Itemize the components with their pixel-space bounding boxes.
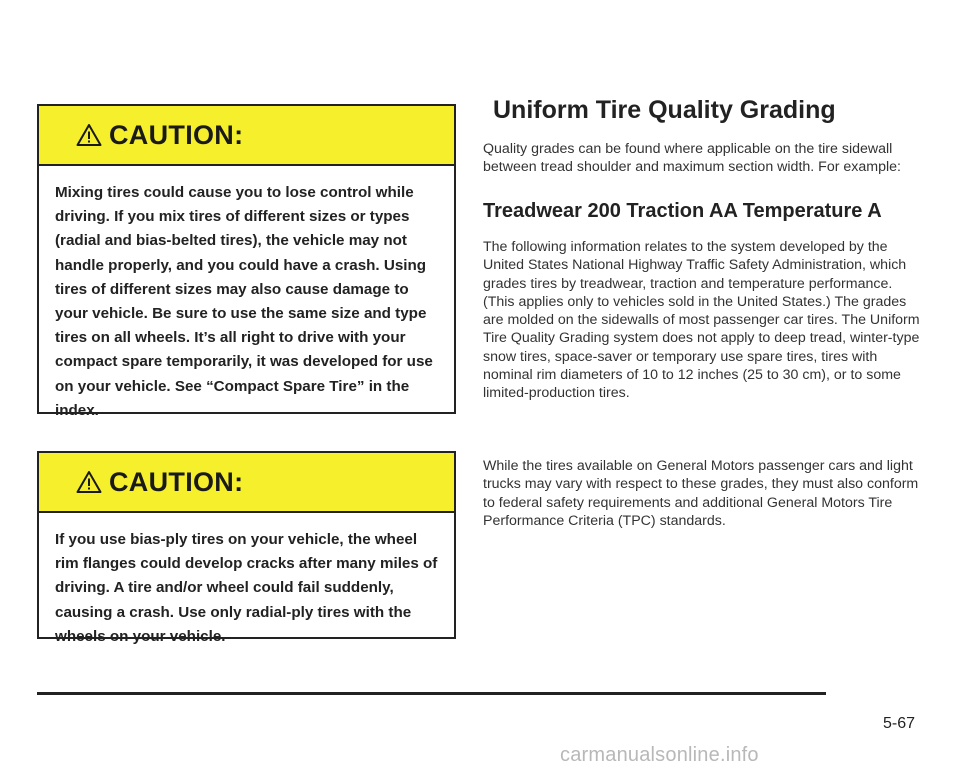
body-paragraph-2: While the tires available on General Motors passenger cars and light trucks may vary with respect to these grades, they must also conform to federal safety requirements and additional General Motors Tire Performance Criteria (TPC) standards. bbox=[483, 458, 919, 529]
caution-title: CAUTION: bbox=[109, 119, 244, 150]
caution-title: CAUTION: bbox=[109, 466, 244, 497]
section-heading: Uniform Tire Quality Grading bbox=[493, 96, 836, 124]
caution-text: If you use bias-ply tires on your vehicle, the wheel rim flanges could develop cracks after many miles of driving. A tire and/or wheel could fail suddenly, causing a crash. Use only radial-ply tires with the wheels on your vehicle. bbox=[55, 531, 438, 645]
warning-triangle-icon bbox=[76, 123, 102, 147]
caution-box-bias-ply bbox=[37, 451, 456, 645]
caution-header bbox=[39, 453, 454, 513]
body-paragraph-1: The following information relates to the system developed by the United States National Highway Traffic Safety Administration, which grades tires by treadwear, traction and temperature performance. (This applies only to vehicles sold in the United States.) The grades are molded on the sidewalls of most passenger car tires. The Uniform Tire Quality Grading system does not apply to deep tread, winter-type snow tires, space-saver or temporary use spare tires, tires with nominal rim diameters of 10 to 12 inches (25 to 30 cm), or to some limited-production tires. bbox=[483, 239, 920, 402]
caution-box-mixing-tires bbox=[37, 104, 456, 419]
caution-header bbox=[39, 106, 454, 166]
caution-text: Mixing tires could cause you to lose control while driving. If you mix tires of different sizes or types (radial and bias-belted tires), the vehicle may not handle properly, and you could have a crash. Using tires of different sizes may also cause damage to your vehicle. Be sure to use the same size and type tires on all wheels. It’s all right to drive with your compact spare temporarily, it was developed for use on your vehicle. See “Compact Spare Tire” in the index. bbox=[55, 184, 433, 419]
example-subheading: Treadwear 200 Traction AA Temperature A bbox=[483, 200, 882, 222]
footer-rule bbox=[37, 692, 826, 695]
warning-triangle-icon bbox=[76, 470, 102, 494]
page-number: 5-67 bbox=[883, 715, 916, 732]
watermark: carmanualsonline.info bbox=[560, 744, 759, 766]
intro-paragraph: Quality grades can be found where applicable on the tire sidewall between tread shoulder and maximum section width. For example: bbox=[483, 141, 901, 176]
